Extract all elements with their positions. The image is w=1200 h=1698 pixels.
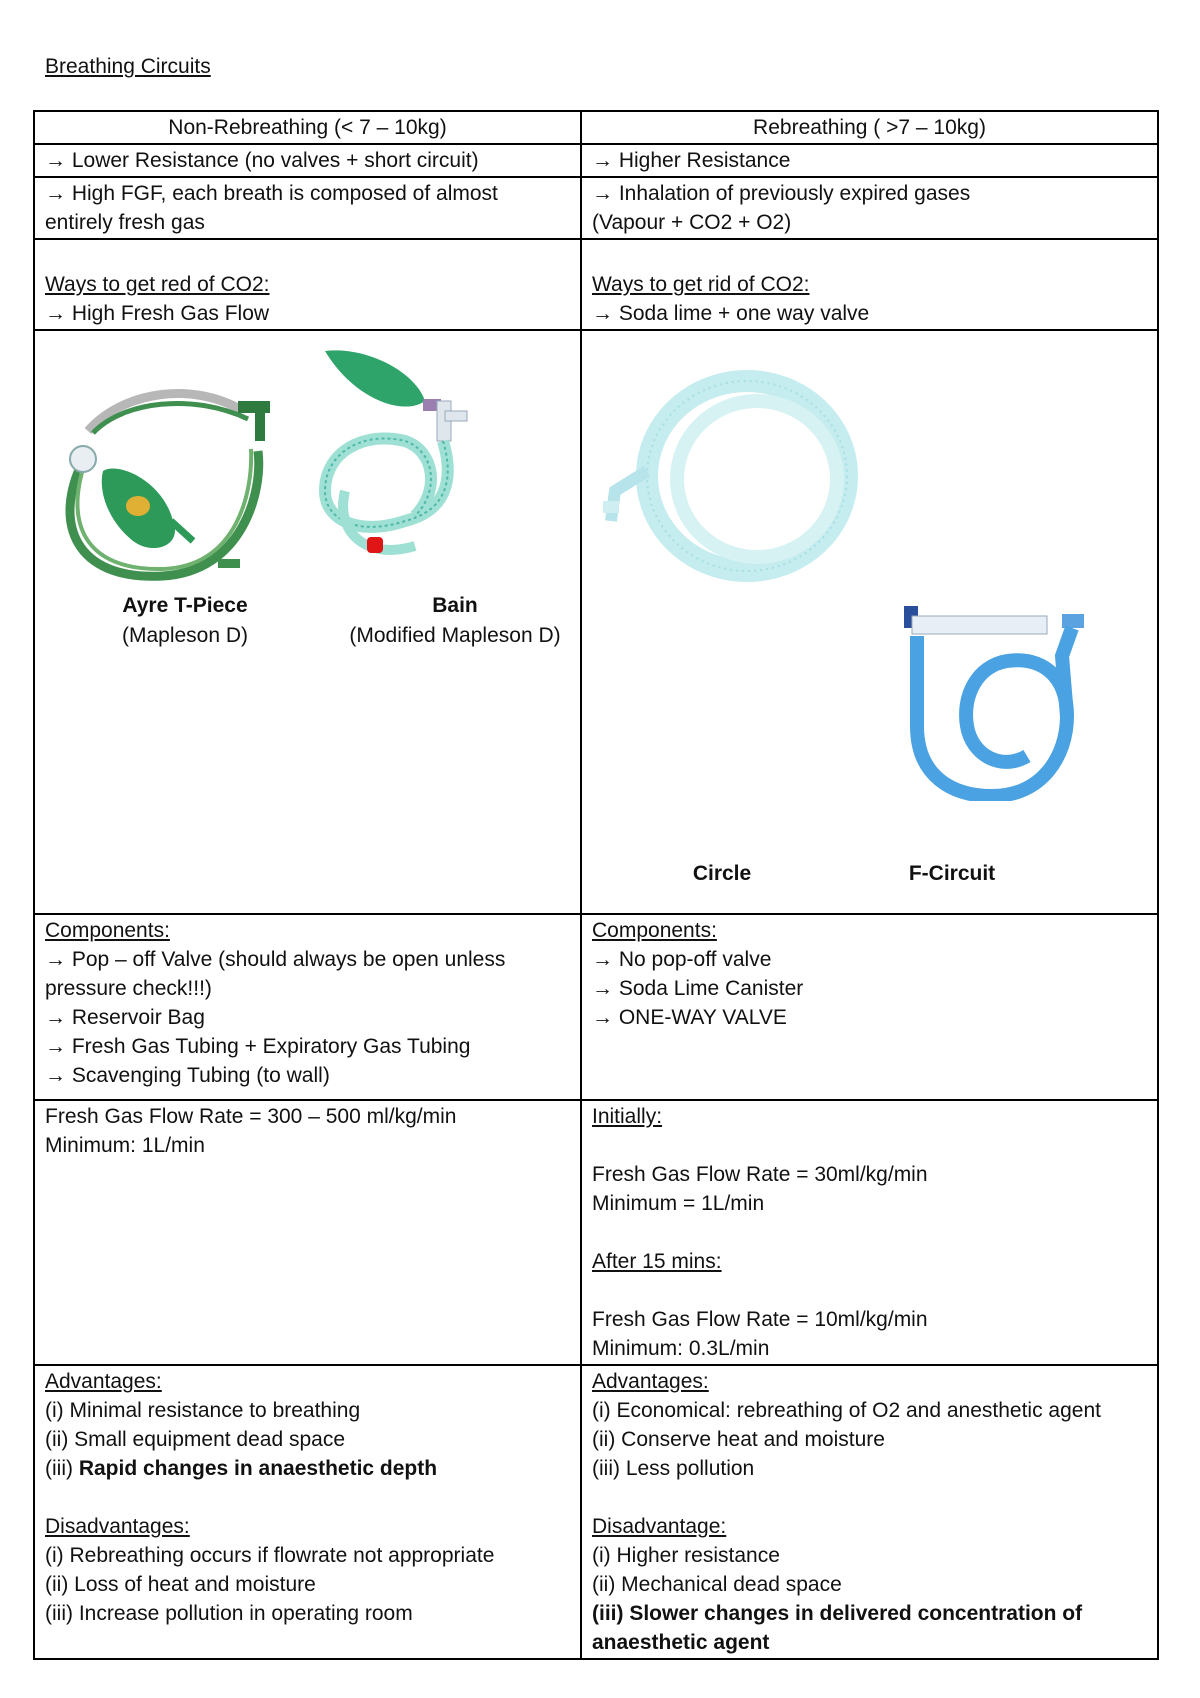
flow-after-heading: After 15 mins: [592,1250,722,1273]
ayre-caption: Ayre T-Piece [122,594,248,617]
resistance-right: → Higher Resistance [581,144,1158,177]
component-right-item: → No pop-off valve [592,948,772,971]
bain-circuit-image [305,341,485,581]
resistance-row [34,144,1158,177]
component-left-item: → Reservoir Bag [45,1006,205,1029]
right-disadvantage-item: (i) Higher resistance [592,1544,780,1567]
flow-initial-minimum: Minimum = 1L/min [592,1192,765,1215]
col-header-rebreathing: Rebreathing ( >7 – 10kg) [581,111,1158,144]
components-right-heading: Components: [592,919,717,942]
col-header-non-rebreathing: Non-Rebreathing (< 7 – 10kg) [34,111,581,144]
flow-after-minimum: Minimum: 0.3L/min [592,1337,770,1360]
flow-initial-heading: Initially: [592,1105,663,1128]
component-left-item: → Pop – off Valve (should always be open unless pressure check!!!) [45,948,506,1000]
component-right-item: → ONE-WAY VALVE [592,1006,787,1029]
co2-left [34,239,581,330]
pros-cons-left [34,1365,581,1659]
images-row [34,330,1158,914]
left-advantages-heading: Advantages: [45,1370,162,1393]
images-right [581,330,1158,914]
pros-cons-row [34,1365,1158,1659]
ayre-subcaption: (Mapleson D) [121,624,249,647]
left-disadvantage-item: (ii) Loss of heat and moisture [45,1573,316,1596]
right-disadvantages-heading: Disadvantage: [592,1515,727,1538]
co2-left-heading: Ways to get red of CO2: [45,273,270,296]
co2-row [34,239,1158,330]
flow-row [34,1100,1158,1365]
right-advantage-item: (i) Economical: rebreathing of O2 and anesthetic agent [592,1399,1101,1422]
right-disadvantage-item: (ii) Mechanical dead space [592,1573,842,1596]
f-circuit-image [882,606,1112,801]
left-disadvantage-item: (i) Rebreathing occurs if flowrate not appropriate [45,1544,495,1567]
components-row [34,914,1158,1100]
page-title: Breathing Circuits [45,55,211,78]
component-right-item: → Soda Lime Canister [592,977,804,1000]
co2-left-text: → High Fresh Gas Flow [45,302,270,325]
co2-right [581,239,1158,330]
flow-left [34,1100,581,1365]
header-row [34,111,1158,144]
right-advantage-item: (ii) Conserve heat and moisture [592,1428,885,1451]
flow-right [581,1100,1158,1365]
right-disadvantage-item: (iii) Slower changes in delivered concentration of anaesthetic agent [592,1602,1083,1654]
components-right [581,914,1158,1100]
gas-left: → High FGF, each breath is composed of almost entirely fresh gas [34,177,581,239]
right-advantage-item: (iii) Less pollution [592,1457,755,1480]
flow-after-rate: Fresh Gas Flow Rate = 10ml/kg/min [592,1308,928,1331]
components-left-heading: Components: [45,919,170,942]
gas-right [581,177,1158,239]
left-disadvantage-item: (iii) Increase pollution in operating room [45,1602,413,1625]
flow-initial-rate: Fresh Gas Flow Rate = 30ml/kg/min [592,1163,928,1186]
images-left [34,330,581,914]
resistance-left: → Lower Resistance (no valves + short circuit) [34,144,581,177]
left-advantage-item: (iii) Rapid changes in anaesthetic depth [45,1457,438,1480]
circle-circuit-image [597,361,862,591]
flow-left-rate: Fresh Gas Flow Rate = 300 – 500 ml/kg/min [45,1105,457,1128]
co2-right-text: → Soda lime + one way valve [592,302,870,325]
pros-cons-right [581,1365,1158,1659]
co2-right-heading: Ways to get rid of CO2: [592,273,810,296]
right-advantages-heading: Advantages: [592,1370,709,1393]
fcircuit-caption: F-Circuit [908,862,996,885]
bain-caption: Bain [432,594,478,617]
ayre-t-piece-image [43,371,283,591]
gas-right-line-1: → Inhalation of previously expired gases [592,182,971,205]
left-advantage-item: (ii) Small equipment dead space [45,1428,346,1451]
component-left-item: → Scavenging Tubing (to wall) [45,1064,330,1087]
bain-subcaption: (Modified Mapleson D) [349,624,561,647]
component-left-item: → Fresh Gas Tubing + Expiratory Gas Tubing [45,1035,471,1058]
circle-caption: Circle [692,862,752,885]
left-disadvantages-heading: Disadvantages: [45,1515,190,1538]
gas-right-line-2: (Vapour + CO2 + O2) [592,211,792,234]
flow-left-minimum: Minimum: 1L/min [45,1134,205,1157]
left-advantage-item: (i) Minimal resistance to breathing [45,1399,361,1422]
comparison-table [33,110,1159,1660]
gas-row [34,177,1158,239]
components-left [34,914,581,1100]
